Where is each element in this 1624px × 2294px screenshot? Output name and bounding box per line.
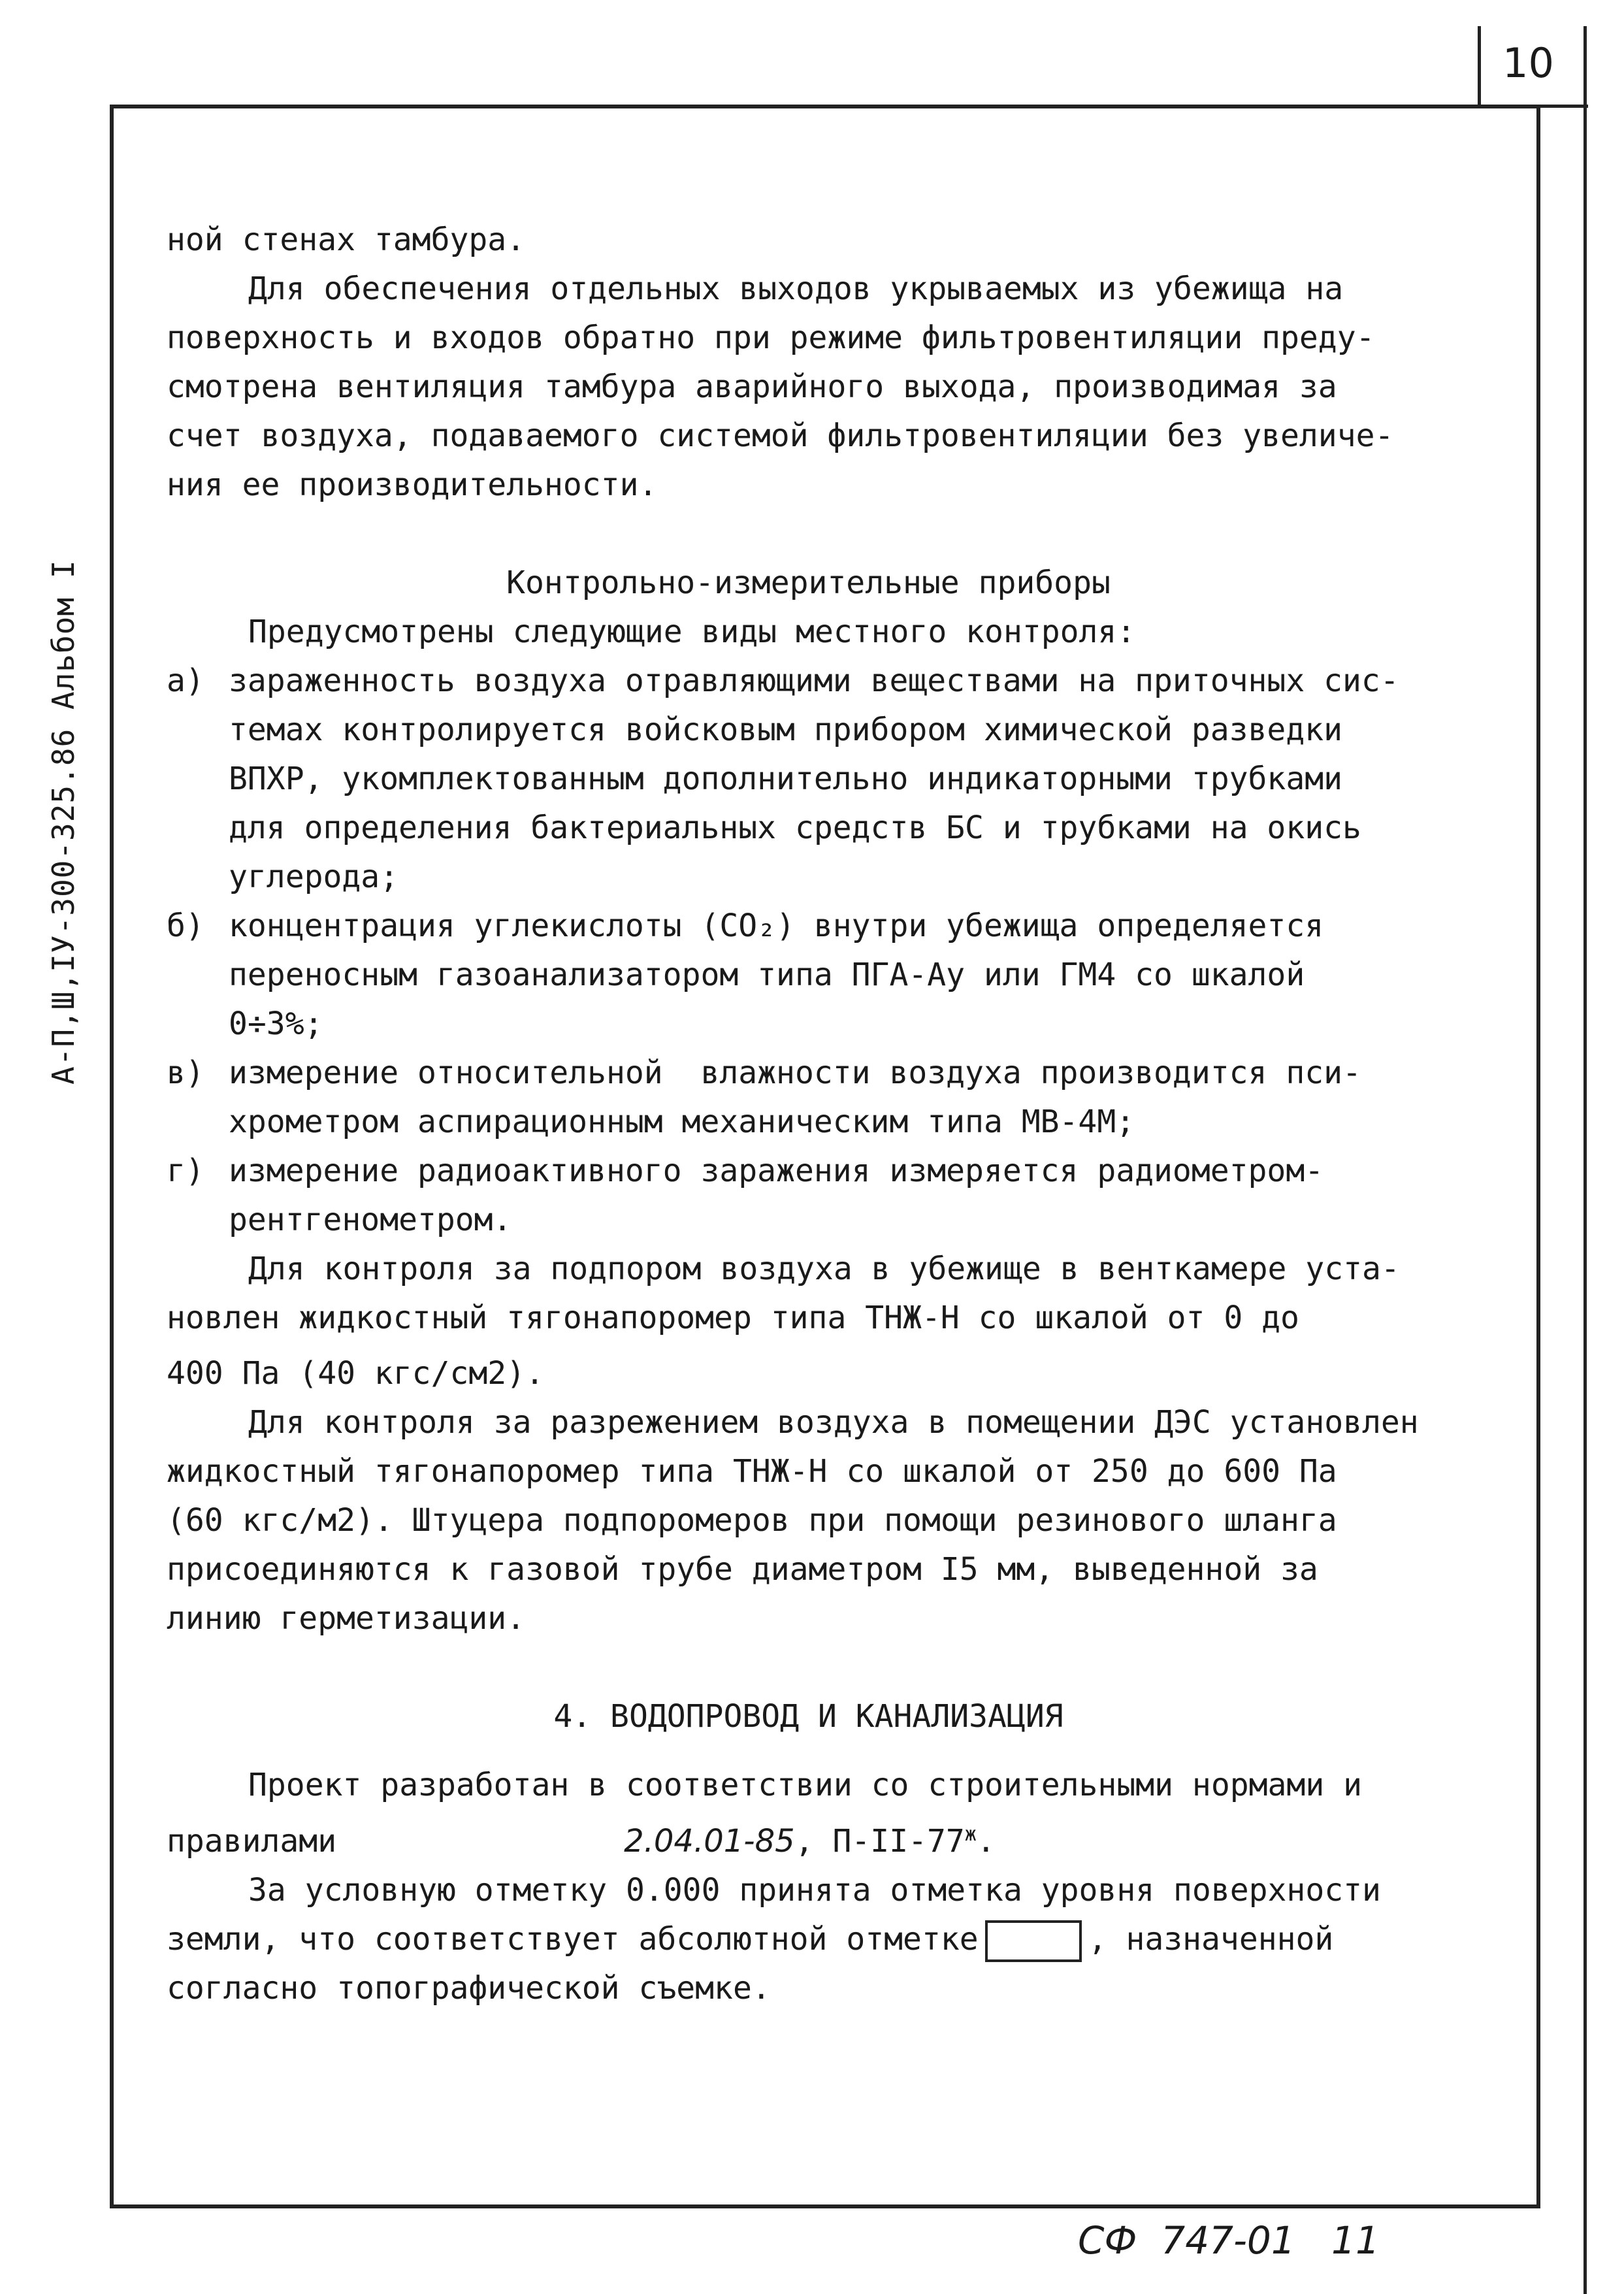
paragraph-vacuum	[167, 1398, 1502, 1643]
text-line: Для обеспечения отдельных выходов укрываемых из убежища на	[248, 270, 1344, 307]
text-line: 0÷3%;	[229, 1006, 323, 1042]
text-line: счет воздуха, подаваемого системой фильтровентиляции без увеличе-	[167, 418, 1394, 454]
text-line: Для контроля за разрежением воздуха в помещении ДЭС установлен	[248, 1404, 1419, 1441]
text-line: концентрация углекислоты (СО₂) внутри убежища определяется	[229, 908, 1324, 944]
footer-code: СФ 747-01 11	[1078, 2218, 1380, 2263]
text-line: переносным газоанализатором типа ПГА-Ау или ГМ4 со шкалой	[229, 957, 1305, 993]
text-line: темах контролируется войсковым прибором химической разведки	[229, 712, 1343, 748]
list-item	[167, 657, 1502, 902]
text-fragment: земли, что соответствует абсолютной отметке	[167, 1921, 979, 1958]
text-line	[167, 1915, 1502, 1964]
text-line: измерение относительной влажности воздуха производится пси-	[229, 1055, 1361, 1091]
intro-line: ной стенах тамбура.	[167, 221, 526, 258]
text-line: новлен жидкостный тягонапоромер типа ТНЖ-Н со шкалой от 0 до	[167, 1300, 1299, 1336]
text-fragment: , П-ІІ-77	[794, 1823, 965, 1860]
text-line: согласно топографической съемке.	[167, 1970, 771, 2007]
text-line: для определения бактериальных средств БС и трубками на окись	[229, 810, 1361, 846]
text-line: рентгенометром.	[229, 1202, 512, 1238]
text-line	[167, 1810, 1502, 1866]
superscript: ж	[964, 1823, 977, 1846]
text-line: зараженность воздуха отравляющими веществами на приточных сис-	[229, 663, 1399, 699]
text-line: присоединяются к газовой трубе диаметром І5 мм, выведенной за	[167, 1551, 1318, 1588]
text-line: (60 кгс/м2). Штуцера подпоромеров при помощи резинового шланга	[167, 1502, 1337, 1539]
text-line: За условную отметку 0.000 принята отметка уровня поверхности	[248, 1872, 1381, 1909]
text-line: хрометром аспирационным механическим типа МВ-4М;	[229, 1104, 1135, 1140]
list-marker: г)	[167, 1153, 204, 1189]
text-line: ВПХР, укомплектованным дополнительно индикаторными трубками	[229, 761, 1343, 797]
frame-right-line	[1583, 26, 1587, 2294]
text-line: измерение радиоактивного заражения измеряется радиометром-	[229, 1153, 1324, 1189]
text-line: линию герметизации.	[167, 1600, 526, 1637]
list-marker: в)	[167, 1055, 204, 1091]
text-fragment: правилами	[167, 1823, 337, 1860]
text-line: смотрена вентиляция тамбура аварийного выхода, производимая за	[167, 369, 1337, 405]
list-item	[167, 1049, 1502, 1147]
list-item	[167, 902, 1502, 1049]
text-line: углерода;	[229, 859, 399, 895]
side-label: А-П,Ш,ІУ-300-325.86 Альбом І	[46, 559, 81, 1085]
kip-intro: Предусмотрены следующие виды местного контроля:	[248, 614, 1136, 650]
blank-elevation-box	[985, 1920, 1082, 1962]
text-line: поверхность и входов обратно при режиме фильтровентиляции преду-	[167, 320, 1375, 356]
list-marker: б)	[167, 908, 204, 944]
paragraph-overpressure	[167, 1245, 1502, 1398]
paragraph-elevation	[167, 1866, 1502, 2013]
text-line: 400 Па (40 кгс/см2).	[167, 1355, 544, 1392]
text-line: ния ее производительности.	[167, 467, 658, 503]
page-number: 10	[1502, 39, 1554, 87]
section-heading-water: 4. ВОДОПРОВОД И КАНАЛИЗАЦИЯ	[553, 1698, 1064, 1735]
section-heading-kip: Контрольно-измерительные приборы	[506, 565, 1111, 601]
text-line: Проект разработан в соответствии со строительными нормами и	[248, 1767, 1363, 1803]
document-body	[167, 216, 1502, 2013]
text-fragment: , назначенной	[1088, 1921, 1334, 1958]
text-line: Для контроля за подпором воздуха в убежище в венткамере уста-	[248, 1251, 1400, 1287]
paragraph-project	[167, 1761, 1502, 1866]
list-marker: а)	[167, 663, 204, 699]
list-item	[167, 1147, 1502, 1245]
text-fragment: .	[976, 1823, 996, 1860]
paragraph-ventilation	[167, 265, 1502, 510]
handwritten-norm: 2.04.01-85	[624, 1823, 795, 1860]
text-line: жидкостный тягонапоромер типа ТНЖ-Н со шкалой от 250 до 600 Па	[167, 1453, 1337, 1490]
